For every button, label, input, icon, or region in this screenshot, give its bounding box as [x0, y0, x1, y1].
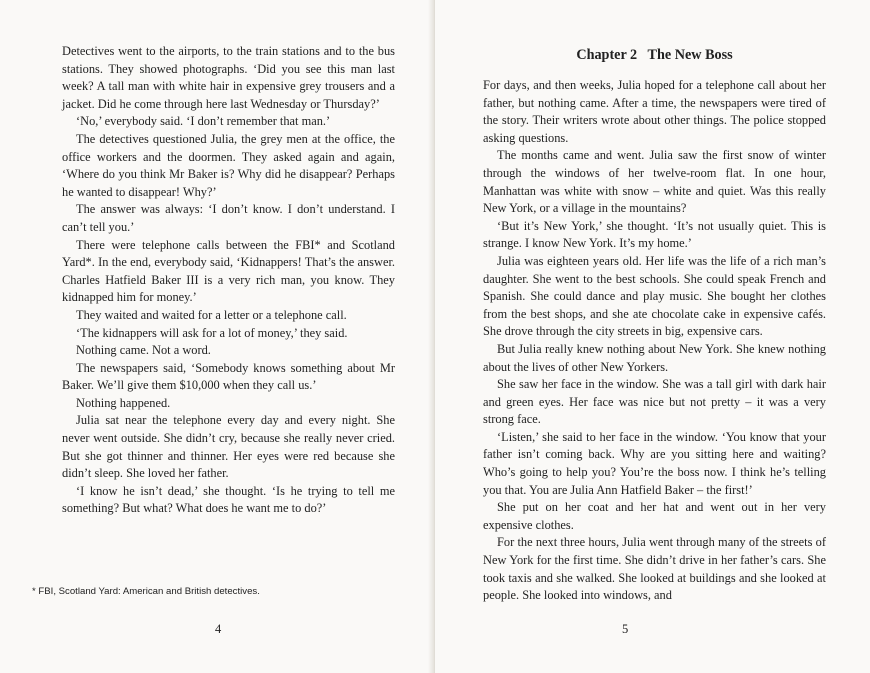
paragraph: There were telephone calls between the FBI* and Scotland Yard*. In the end, everybody said, ‘Kidnappers! That’s the answer. Charles Hatfield Baker III is a very rich man, you know. They kidnapped him for money.’	[62, 237, 395, 305]
paragraph: ‘Listen,’ she said to her face in the window. ‘You know that your father isn’t coming back. Why are you sitting here and waiting? Who’s going to help you? You’re the boss now. I think he’s telling you that. You are Julia Ann Hatfield Baker – the first!’	[483, 429, 826, 497]
paragraph: Julia sat near the telephone every day and every night. She never went outside. She didn’t cry, because she really never cried. But she got thinner and thinner. Her eyes were red because she didn’t sleep. She loved her father.	[62, 413, 395, 481]
paragraph: They waited and waited for a letter or a telephone call.	[76, 307, 347, 322]
chapter-title: Chapter 2 The New Boss	[576, 47, 733, 63]
page-number: 5	[622, 622, 629, 636]
paragraph: She saw her face in the window. She was a tall girl with dark hair and green eyes. Her face was nice but not pretty – it was a very strong face.	[483, 377, 826, 427]
footnote: * FBI, Scotland Yard: American and British detectives.	[32, 586, 260, 597]
paragraph: ‘I know he isn’t dead,’ she thought. ‘Is he trying to tell me something? But what? What does he want me to do?’	[62, 483, 395, 516]
paragraph: The newspapers said, ‘Somebody knows something about Mr Baker. We’ll give them $10,000 when they call us.’	[62, 360, 395, 393]
paragraph: The detectives questioned Julia, the grey men at the office, the office workers and the doormen. They asked again and again, ‘Where do you think Mr Baker is? Why did he disappear? Perhaps he wanted to disappear! Why?’	[62, 131, 395, 199]
paragraph: ‘The kidnappers will ask for a lot of money,’ they said.	[76, 325, 348, 340]
paragraph: Nothing came. Not a word.	[76, 343, 211, 358]
page-number: 4	[215, 622, 222, 636]
paragraph: The answer was always: ‘I don’t know. I don’t understand. I can’t tell you.’	[62, 202, 395, 234]
paragraph: For the next three hours, Julia went through many of the streets of New York for the first time. She didn’t drive in her father’s cars. She took taxis and she walked. She looked at buildings and she looked at people. She looked into windows, and	[483, 535, 826, 603]
right-page	[435, 0, 870, 673]
paragraph: For days, and then weeks, Julia hoped for a telephone call about her father, but nothing came. After a time, the newspapers were tired of the story. Their writers wrote about other things. The police stopped asking questions.	[483, 78, 826, 145]
paragraph: Julia was eighteen years old. Her life was the life of a rich man’s daughter. She went to the best schools. She could speak French and Spanish. She could dance and play music. She bought her clothes from the best shops, and she ate chocolate cake in expensive cafés. She drove through the city streets in big, expensive cars.	[483, 253, 826, 339]
paragraph: Detectives went to the airports, to the train stations and to the bus stations. They showed photographs. ‘Did you see this man last week? A tall man with white hair in expensive grey trousers and a jacket. Did he come through here last Wednesday or Thursday?’	[62, 44, 395, 111]
paragraph: The months came and went. Julia saw the first snow of winter through the windows of her twelve-room flat. In one hour, Manhattan was white with snow – white and quiet. Was this really New York, or a village in the mountains?	[483, 148, 826, 216]
paragraph: ‘But it’s New York,’ she thought. ‘It’s not usually quiet. This is strange. I know New York. It’s my home.’	[483, 218, 826, 251]
paragraph: Nothing happened.	[76, 395, 171, 410]
paragraph: ‘No,’ everybody said. ‘I don’t remember that man.’	[76, 114, 331, 129]
paragraph: She put on her coat and her hat and went out in her very expensive clothes.	[483, 500, 826, 532]
paragraph: But Julia really knew nothing about New York. She knew nothing about the lives of other New Yorkers.	[483, 341, 826, 374]
